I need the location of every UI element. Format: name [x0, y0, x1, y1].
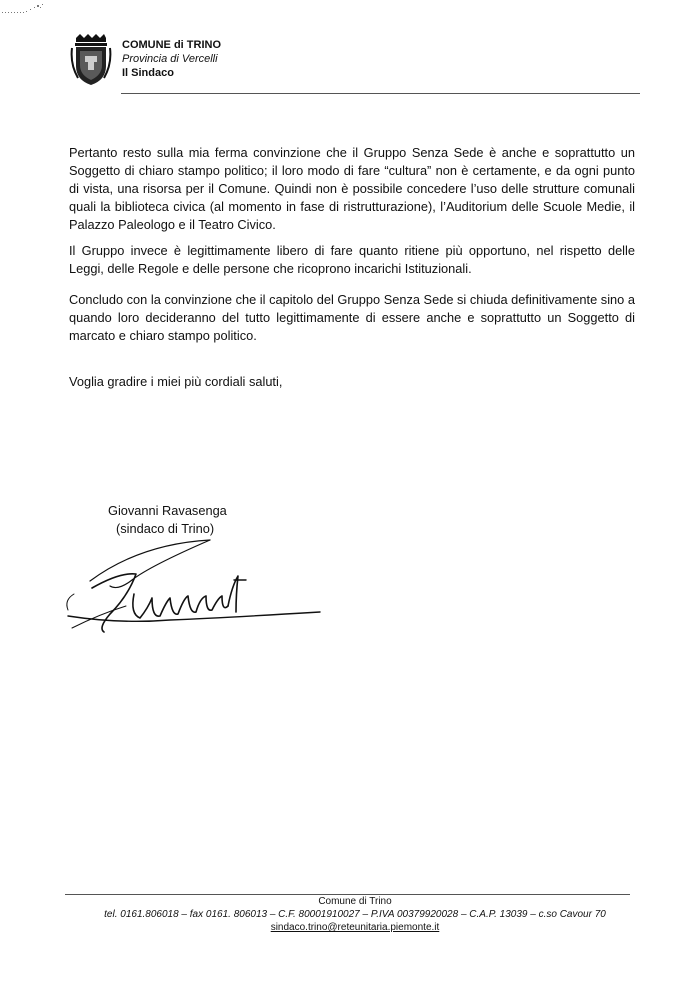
- handwritten-signature: [60, 536, 330, 646]
- letterhead-municipality: COMUNE di TRINO: [122, 39, 221, 51]
- body-paragraph: Pertanto resto sulla mia ferma convinzione che il Gruppo Senza Sede è anche e soprattutto un Soggetto di chiaro stampo politico; il loro modo di fare “cultura” non è certamente, e da ogni punto di vista, una risorsa per il Comune. Quindi non è possibile concedere l’uso delle strutture comunali quali la biblioteca civica (al momento in fase di ristrutturazione), l’Auditorium delle Scuole Medie, il Palazzo Paleologo e il Teatro Civico.: [69, 145, 635, 232]
- signatory-block: [108, 502, 227, 538]
- letterhead-province: Provincia di Vercelli: [122, 53, 218, 65]
- scan-speckle: [0, 2, 52, 16]
- footer-email-link[interactable]: sindaco.trino@reteunitaria.piemonte.it: [270, 922, 440, 933]
- letterhead: [122, 38, 221, 80]
- header-divider: [121, 93, 640, 94]
- footer-contact-details: tel. 0161.806018 – fax 0161. 806013 – C.F. 80001910027 – P.IVA 00379920028 – C.A.P. 13039 – c.so Cavour 70: [104, 909, 606, 920]
- body-paragraph: Concludo con la convinzione che il capitolo del Gruppo Senza Sede si chiuda definitivamente sino a quando loro decideranno del tutto legittimamente di essere anche e soprattutto un Soggetto di marcato e chiaro stampo politico.: [69, 292, 635, 343]
- footer-municipality: Comune di Trino: [318, 896, 392, 907]
- footer-divider: [65, 894, 630, 895]
- town-crest-icon: [70, 34, 112, 86]
- closing-salutation: Voglia gradire i miei più cordiali saluti,: [69, 374, 283, 389]
- letterhead-office: Il Sindaco: [122, 67, 174, 79]
- signatory-title: (sindaco di Trino): [116, 521, 215, 536]
- signatory-name: Giovanni Ravasenga: [108, 503, 227, 518]
- body-paragraph: Il Gruppo invece è legittimamente libero di fare quanto ritiene più opportuno, nel rispetto delle Leggi, delle Regole e delle persone che ricoprono incarichi Istituzionali.: [69, 243, 635, 276]
